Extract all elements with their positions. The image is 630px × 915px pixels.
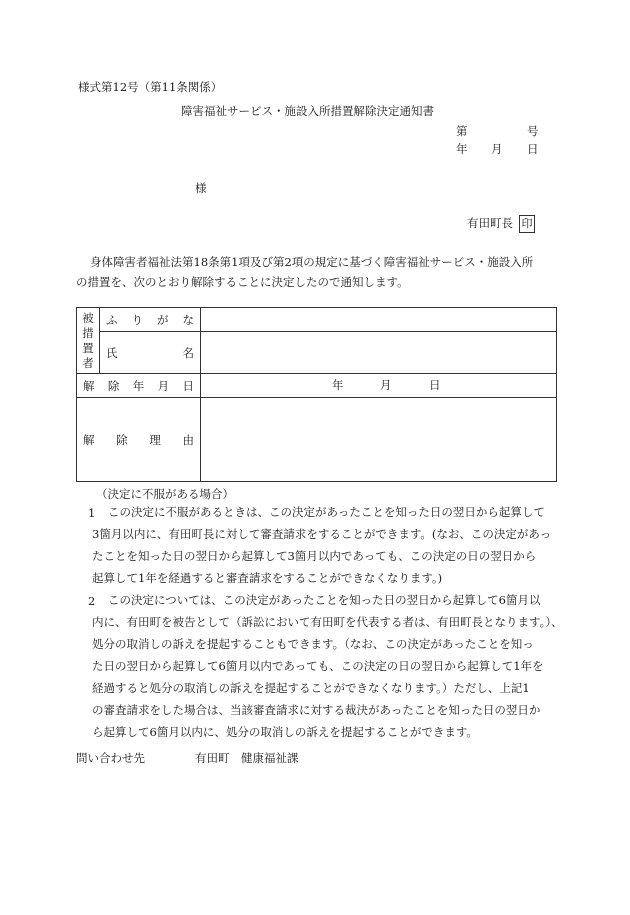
appeal-item-1-line: この決定に不服があるときは、この決定があったことを知った日の翌日から起算して [108, 505, 545, 519]
furigana-field[interactable] [201, 308, 557, 332]
appeal-item-2-line: 処分の取消しの訴えを提起することもできます。（なお、この決定があったことを知っ [92, 637, 534, 651]
contact-value: 有田町 健康福祉課 [195, 751, 299, 765]
subject-label: 被 措 置 者 [77, 308, 100, 374]
furigana-label: ふ り が な [100, 308, 201, 332]
appeal-item-2-number: 2 [88, 594, 96, 608]
issuer-block [467, 215, 535, 233]
appeal-item-2-line: た日の翌日から起算して6箇月以内であっても、この決定の日の翌日から起算して1年を [92, 659, 544, 673]
addressee-suffix: 様 [195, 181, 207, 195]
appeal-item-1-line: 3箇月以内に、有田町長に対して審査請求をすることができます。(なお、この決定があっ [92, 527, 552, 541]
appeal-item-2-line: の審査請求をした場合は、当該審査請求に対する裁決があったことを知った日の翌日か [92, 703, 541, 717]
intro-line-2: の措置を、次のとおり解除することに決定したので通知します。 [76, 275, 409, 289]
appeal-item-2-line: この決定については、この決定があったことを知った日の翌日から起算して6箇月以 [108, 593, 541, 607]
appeal-item-1-line: たことを知った日の翌日から起算して3箇月以内であっても、この決定の日の翌日から [92, 549, 537, 563]
name-field[interactable] [201, 332, 557, 374]
appeal-item-2-line: 経過すると処分の取消しの訴えを提起することができなくなります。）ただし、上記1 [92, 681, 530, 695]
release-date-field[interactable]: 年 月 日 [201, 374, 557, 398]
appeal-item-2-line: 内に、有田町を被告として（訴訟において有田町を代表する者は、有田町長となります。）、 [92, 615, 563, 629]
appeal-item-2-line: ら起算して6箇月以内に、処分の取消しの訴えを提起することができます。 [92, 725, 478, 739]
name-label: 氏 名 [100, 332, 201, 374]
contact-label: 問い合わせ先 [76, 751, 145, 765]
seal-stamp: 印 [519, 215, 535, 233]
appeal-item-2 [92, 589, 563, 743]
document-title: 障害福祉サービス・施設入所措置解除決定通知書 [181, 104, 434, 118]
appeal-item-1-line: 起算して1年を経過すると審査請求をすることができなくなります。) [92, 571, 443, 585]
intro-line-1: 身体障害者福祉法第18条第1項及び第2項の規定に基づく障害福祉サービス・施設入所 [90, 255, 534, 269]
date-day: 日 [527, 142, 539, 156]
release-date-label: 解 除 年 月 日 [77, 374, 201, 398]
doc-number-prefix: 第 [456, 124, 468, 138]
reason-label: 解 除 理 由 [77, 398, 201, 482]
doc-number-suffix: 号 [527, 124, 539, 138]
form-number: 様式第12号（第11条関係） [78, 80, 223, 94]
reason-field[interactable] [201, 398, 557, 482]
release-details-table [76, 307, 557, 482]
appeal-item-1-number: 1 [88, 506, 96, 520]
appeal-heading: （決定に不服がある場合） [96, 487, 234, 501]
date-month: 月 [491, 142, 503, 156]
date-year: 年 [456, 142, 468, 156]
issuer-name: 有田町長 [467, 216, 513, 230]
appeal-item-1 [92, 501, 551, 589]
